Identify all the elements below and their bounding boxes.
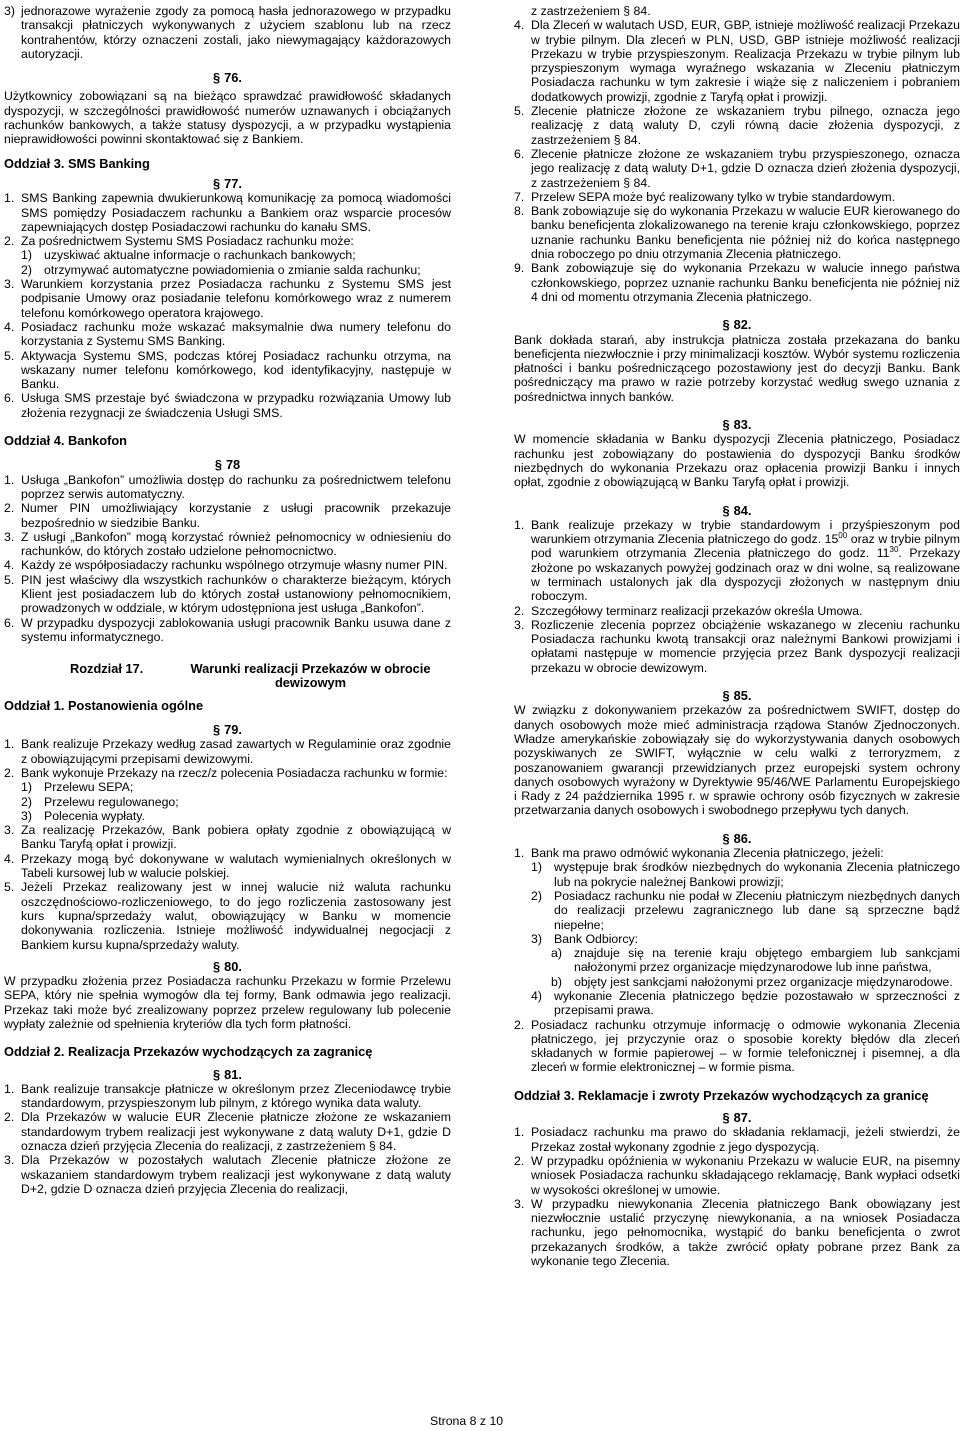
sub-list-item: 2) Posiadacz rachunku nie podał w Zleceniu płatniczym niezbędnych danych do realizacji przelewu zagranicznego lub dane są sprzeczne bądź niepełne; <box>531 888 960 932</box>
list-item: 2. Bank wykonuje Przekazy na rzecz/z polecenia Posiadacza rachunku w formie: <box>4 765 448 780</box>
sub-list-item: 1) Przelewu SEPA; <box>21 780 134 795</box>
paragraph-80: W przypadku złożenia przez Posiadacza rachunku Przekazu w formie Przelewu SEPA, który nie spełnia wymogów dla tej formy, Bank odmawia jego realizacji. Przekaz taki może być zrealizowany poprzez przelew regulowany lub polecenie wypłaty zależnie od spełnienia kryteriów dla tych form płatności. <box>4 974 451 1031</box>
section-heading-77: § 77. <box>213 175 242 191</box>
list-item: 5. Jeżeli Przekaz realizowany jest w innej walucie niż waluta rachunku oszczędnościowo-rozliczeniowego, to do jego rozliczenia zastosowany jest kurs kupna/sprzedaży walut, obowiązujący w Banku w momencie dokonywania rozliczenia. Istnieje możliwość indywidualnej negocjacji z Bankiem kursu kupna/sprzedaży waluty. <box>4 880 451 952</box>
sub-list-item: 4) wykonanie Zlecenia płatniczego będzie pozostawało w sprzeczności z przepisami prawa. <box>531 989 960 1018</box>
sub-list-item: 1) uzyskiwać aktualne informacje o rachunkach bankowych; <box>21 248 356 263</box>
sub-list-item: 2) Przelewu regulowanego; <box>21 794 179 809</box>
list-item: 4. Posiadacz rachunku może wskazać maksymalnie dwa numery telefonu do korzystania z Systemu SMS Banking. <box>4 319 451 349</box>
list-item: 6. Usługa SMS przestaje być świadczona w przypadku rozwiązania Umowy lub złożenia rezygnacji ze świadczenia Usługi SMS. <box>4 391 451 420</box>
sub-list-item: a) znajduje się na terenie kraju objętego embargiem lub sankcjami nałożonymi przez organizacje międzynarodowe lub inne państwa, <box>551 946 960 975</box>
list-item: 4. Dla Zleceń w walutach USD, EUR, GBP, istnieje możliwość realizacji Przekazu w trybie pilnym. Dla zleceń w PLN, USD, GBP istnieje możliwość realizacji Przekazu w trybie przyspieszonym. Realizacja Przekazu w trybie pilnym lub przyspieszonym wymaga wyraźnego wskazania w Zleceniu płatniczym Posiadacza rachunku w tym zakresie i wiąże się z naliczeniem i pobraniem dodatkowych prowizji, zgodnie z Taryfą opłat i prowizji. <box>514 18 960 104</box>
sub-list-item: b) objęty jest sankcjami nałożonymi przez organizacje międzynarodowe. <box>551 974 953 989</box>
list-item: 5. Zlecenie płatnicze złożone ze wskazaniem trybu pilnego, oznacza jego realizację z datą waluty D, czyli równą dacie złożenia dyspozycji, z zastrzeżeniem § 84. <box>514 104 960 147</box>
list-item: 3. Dla Przekazów w pozostałych walutach Zlecenie płatnicze złożone ze wskazaniem standardowym trybem realizacji jest wykonywane z datą waluty D+2, gdzie D oznacza dzień przyjęcia Zlecenia do realizacji, <box>4 1153 451 1196</box>
section-heading-85: § 85. <box>722 688 752 704</box>
paragraph-82: Bank dokłada starań, aby instrukcja płatnicza została przekazana do banku beneficjenta niezwłocznie i przy minimalizacji kosztów. Wybór systemu rozliczenia płatności i banku pośredniczącego pozostawiony jest do decyzji Banku. Bank pośredniczący ma prawo w razie potrzeby korzystać według swego uznania z pośrednictwa innych banków. <box>514 332 960 404</box>
section-heading-81: § 81. <box>213 1066 242 1082</box>
list-item: 3. W przypadku niewykonania Zlecenia płatniczego Bank obowiązany jest niezwłocznie ustalić przyczynę niewykonania, a na wniosek Posiadacza rachunku, jego pełnomocnika, wystąpić do banku beneficjenta o zwrot przekazanych środków, a także zwrócić opłaty pobrane przez Bank za wykonanie tego Zlecenia. <box>514 1196 960 1269</box>
paragraph-76: Użytkownicy zobowiązani są na bieżąco sprawdzać prawidłowość składanych dyspozycji, w szczególności prawidłowość numerów uznawanych i obciążanych rachunków bankowych, a także statusy dyspozycji, a w przypadku wystąpienia nieprawidłowości powinni skontaktować się z Bankiem. <box>4 89 451 147</box>
list-item: 3. Warunkiem korzystania przez Posiadacza rachunku z Systemu SMS jest podpisanie Umowy oraz posiadanie telefonu komórkowego wraz z numerem telefonu komórkowego operatora krajowego. <box>4 277 451 320</box>
list-item: 3. Za realizację Przekazów, Bank pobiera opłaty zgodnie z obowiązującą w Banku Taryfą opłat i prowizji. <box>4 823 451 852</box>
list-item: 3) jednorazowe wyrażenie zgody za pomocą hasła jednorazowego w przypadku transakcji płatniczych wykonywanych z użyciem szablonu lub na rzecz kontrahentów, którzy oznaczeni zostali, jako niewymagający każdorazowych autoryzacji. <box>4 4 451 61</box>
division-heading-bankofon: Oddział 4. Bankofon <box>4 433 128 449</box>
list-item: 8. Bank zobowiązuje się do wykonania Przekazu w walucie EUR kierowanego do banku beneficjenta zlokalizowanego na terenie kraju członkowskiego, poprzez uznanie rachunku Banku beneficjenta nie później niż do końca następnego dnia roboczego po dniu otrzymania Zlecenia płatniczego. <box>514 204 960 262</box>
sub-list-item: 2) otrzymywać automatyczne powiadomienia o zmianie salda rachunku; <box>21 262 421 277</box>
list-item: 1. Bank realizuje przekazy w trybie standardowym i przyśpieszonym pod warunkiem otrzymania Zlecenia płatniczego do godz. $15^{00}$ oraz w trybie pilnym pod warunkiem otrzymania Zlecenia płatniczego do godz. $11^{30}$. Przekazy złożone po wskazanych powyżej godzinach oraz w dni wolne, są realizowane w terminach ustalonych jak dla dyspozycji złożonych w następnym dniu roboczym. <box>514 517 960 604</box>
list-item: 2. Dla Przekazów w walucie EUR Zlecenie płatnicze złożone ze wskazaniem standardowym trybem realizacji jest wykonywane z datą waluty D+1, gdzie D oznacza dzień przyjęcia Zlecenia do realizacji, z zastrzeżeniem § 84. <box>4 1110 451 1154</box>
paragraph-83: W momencie składania w Banku dyspozycji Zlecenia płatniczego, Posiadacz rachunku jest zobowiązany do postawienia do dyspozycji Banku środków niezbędnych do wykonania Przekazu oraz opłacenia prowizji Banku i innych opłat, zgodnie z obowiązującą w Banku Taryfą opłat i prowizji. <box>514 432 960 490</box>
section-heading-79: § 79. <box>213 722 242 738</box>
list-item: 3. Rozliczenie zlecenia poprzez obciążenie wskazanego w zleceniu rachunku Posiadacza rachunku kwotą transakcji oraz należnymi Bankowi prowizjami i opłatami następuje w momencie przyjęcia przez Bank dyspozycji realizacji przekazu w obrocie dewizowym. <box>514 617 960 675</box>
continuation-text: z zastrzeżeniem § 84. <box>531 4 651 18</box>
chapter-heading: Rozdział 17. Warunki realizacji Przekazów w obrocie dewizowym <box>70 661 431 691</box>
right-column <box>514 4 960 1268</box>
sub-list-item: 1) występuje brak środków niezbędnych do wykonania Zlecenia płatniczego lub na pokrycie należnej Bankowi prowizji; <box>531 860 960 889</box>
section-heading-83: § 83. <box>722 417 752 433</box>
list-item: 1. Usługa „Bankofon” umożliwia dostęp do rachunku za pośrednictwem telefonu poprzez serwis automatyczny. <box>4 472 451 501</box>
page-number: Strona 8 z 10 <box>430 1414 504 1428</box>
list-item: 5. Aktywacja Systemu SMS, podczas której Posiadacz rachunku otrzyma, na wskazany numer telefonu komórkowego, kod identyfikacyjny, następuje w Banku. <box>4 348 451 392</box>
division-heading-complaints: Oddział 3. Reklamacje i zwroty Przekazów wychodzących za granicę <box>514 1087 929 1103</box>
list-item: 1. Bank realizuje Przekazy według zasad zawartych w Regulaminie oraz zgodnie z obowiązującymi przepisami dewizowymi. <box>4 737 451 766</box>
list-item: 2. W przypadku opóźnienia w wykonaniu Przekazu w walucie EUR, na pisemny wniosek Posiadacza rachunku składającego reklamację, Bank wypłaci odsetki w wysokości określonej w umowie. <box>514 1153 960 1197</box>
sub-list-item: 3) Bank Odbiorcy: <box>531 931 639 946</box>
division-heading-general: Oddział 1. Postanowienia ogólne <box>4 697 204 713</box>
list-item: 2. Szczegółowy terminarz realizacji przekazów określa Umowa. <box>514 603 863 618</box>
list-item: 1. Posiadacz rachunku ma prawo do składania reklamacji, jeżeli stwierdzi, że Przekaz został wykonany zgodnie z jego dyspozycją. <box>514 1125 960 1154</box>
section-heading-76: § 76. <box>213 70 242 86</box>
section-heading-78: § 78 <box>214 457 241 473</box>
sub-list-item: 3) Polecenia wypłaty. <box>21 808 145 823</box>
left-column <box>4 4 451 1196</box>
section-heading-84: § 84. <box>722 502 752 518</box>
list-item: 5. PIN jest właściwy dla wszystkich rachunków o charakterze bieżącym, których Klient jest posiadaczem lub do których został ustanowiony pełnomocnikiem, prowadzonych w oddziale, w którym udostępniona jest usługa „Bankofon”. <box>4 572 451 616</box>
list-item: 2. Numer PIN umożliwiający korzystanie z usługi pracownik przekazuje bezpośrednio w siedzibie Banku. <box>4 501 451 530</box>
list-item: 4. Każdy ze współposiadaczy rachunku wspólnego otrzymuje własny numer PIN. <box>4 558 448 573</box>
paragraph-85: W związku z dokonywaniem przekazów za pośrednictwem SWIFT, dostęp do danych osobowych może mieć administracja rządowa Stanów Zjednoczonych. Władze amerykańskie zobowiązały się do wykorzystywania danych osobowych pozyskiwanych ze SWIFT, wyłącznie w celu walki z terroryzmem, z poszanowaniem gwarancji przewidzianych przez europejski system ochrony danych osobowych wyrażony w Dyrektywie 95/46/WE Parlamentu Europejskiego i Rady z 24 października 1995 r. w sprawie ochrony osób fizycznych w zakresie przetwarzania danych osobowych i swobodnego przepływu tych danych. <box>514 703 960 818</box>
list-item: 4. Przekazy mogą być dokonywane w walutach wymienialnych określonych w Tabeli kursowej lub w walucie polskiej. <box>4 851 451 881</box>
list-item: 6. Zlecenie płatnicze złożone ze wskazaniem trybu przyspieszonego, oznacza jego realizację z datą waluty D+1, gdzie D oznacza dzień złożenia dyspozycji, z zastrzeżeniem § 84. <box>514 146 960 190</box>
section-heading-80: § 80. <box>213 958 242 974</box>
list-item: 7. Przelew SEPA może być realizowany tylko w trybie standardowym. <box>514 189 896 204</box>
list-item: 1. SMS Banking zapewnia dwukierunkową komunikację za pomocą wiadomości SMS pomiędzy Posiadaczem rachunku a Bankiem oraz wsparcie procesów zapewniających dostęp Posiadaczowi rachunku do kanału SMS. <box>4 191 451 234</box>
list-item: 2. Posiadacz rachunku otrzymuje informację o odmowie wykonania Zlecenia płatniczego, jej przyczynie oraz o sposobie korekty błędów dla zleceń składanych w formie papierowej – w formie telefonicznej i pisemnej, a dla zleceń w formie elektronicznej – w formie pisma. <box>514 1017 960 1075</box>
section-heading-82: § 82. <box>722 317 752 333</box>
section-heading-86: § 86. <box>722 830 752 846</box>
list-item: 2. Za pośrednictwem Systemu SMS Posiadacz rachunku może: <box>4 234 354 249</box>
division-heading-sms: Oddział 3. SMS Banking <box>4 155 150 171</box>
list-item: 1. Bank ma prawo odmówić wykonania Zlecenia płatniczego, jeżeli: <box>514 846 884 861</box>
section-heading-87: § 87. <box>722 1110 752 1126</box>
list-item: 3. Z usługi „Bankofon” mogą korzystać również pełnomocnicy w odniesieniu do rachunków, do których zostało udzielone pełnomocnictwo. <box>4 529 451 559</box>
list-item: 6. W przypadku dyspozycji zablokowania usługi pracownik Banku usuwa dane z systemu informatycznego. <box>4 615 451 644</box>
division-heading-outgoing: Oddział 2. Realizacja Przekazów wychodzących za zagranicę <box>4 1044 373 1060</box>
list-item: 1. Bank realizuje transakcje płatnicze w określonym przez Zleceniodawcę trybie standardowym, przyspieszonym lub pilnym, z którego wynika data waluty. <box>4 1081 451 1111</box>
list-item: 9. Bank zobowiązuje się do wykonania Przekazu w walucie innego państwa członkowskiego, poprzez uznanie rachunku Banku beneficjenta nie później niż 4 dni od momentu otrzymania Zlecenia płatniczego. <box>514 261 960 304</box>
